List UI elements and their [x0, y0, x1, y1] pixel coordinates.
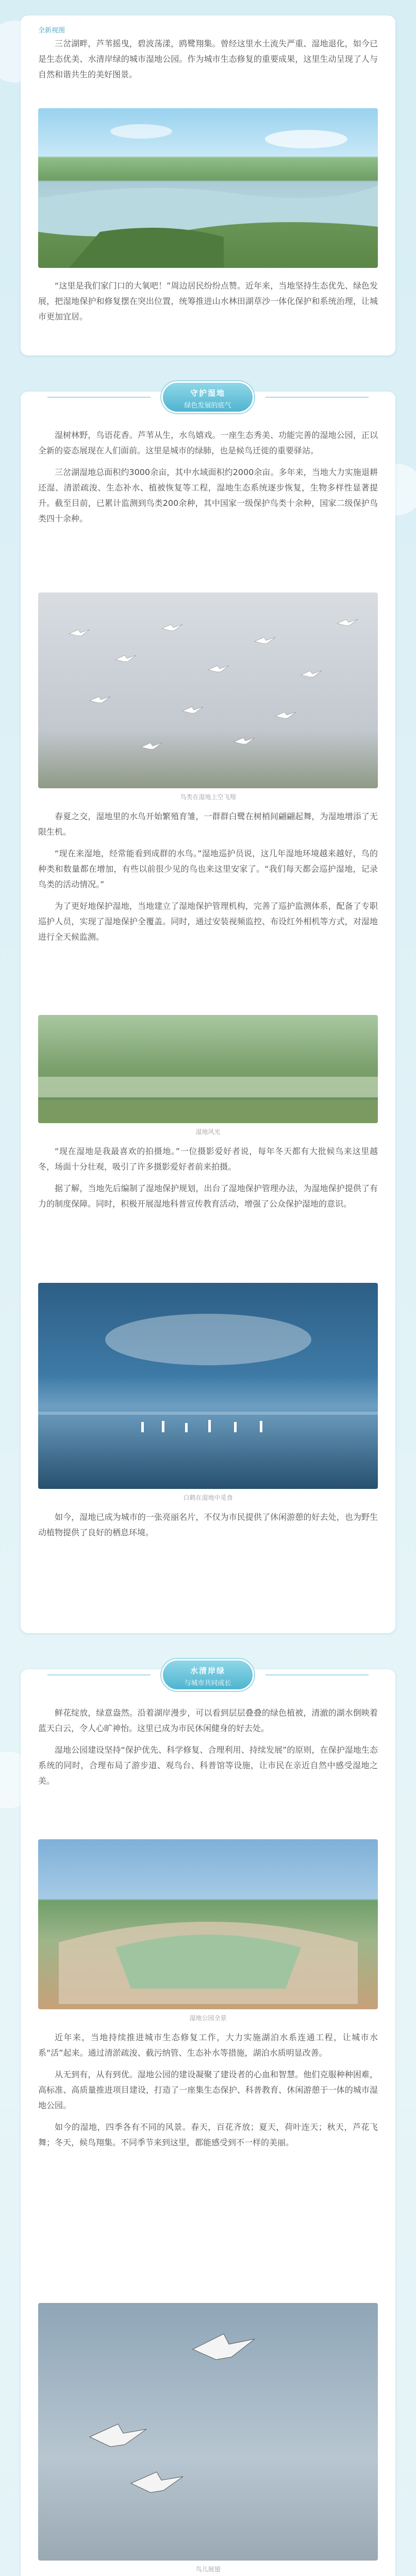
section-2-photo-birds [38, 2303, 378, 2561]
aerial-city-illustration [38, 1839, 378, 2009]
section-2-text-a [21, 1705, 395, 1789]
section-2-title: 水清岸绿 [190, 1666, 225, 1675]
section-1-badge [161, 381, 254, 413]
section-1-header [21, 381, 395, 413]
section-1-photo-2-caption: 湿地风光 [195, 1128, 221, 1136]
section-1-paragraph-2: 三岔湖湿地总面积约3000余亩，其中水域面积约2000余亩。多年来，当地大力实施退耕还湿、清淤疏浚、生态补水、植被恢复等工程，湿地生态系统逐步恢复，生物多样性显著提升。截至目前，已累计监测到鸟类200余种，其中国家一级保护鸟类十余种，国家二级保护鸟类四十余种。 [38, 467, 378, 523]
section-2-paragraph-5: 如今的湿地，四季各有不同的风景。春天，百花齐放；夏天，荷叶连天；秋天，芦花飞舞；冬天，候鸟翔集。不同季节来到这里，都能感受到不一样的美丽。 [38, 2122, 378, 2147]
intro-caption: 全新视图 [38, 27, 65, 35]
section-1-paragraph-6: “现在湿地是我最喜欢的拍摄地。”一位摄影爱好者说，每年冬天都有大批候鸟来这里越冬，场面十分壮观，吸引了许多摄影爱好者前来拍摄。 [38, 1146, 378, 1172]
section-2-paragraph-3: 近年来，当地持续推进城市生态修复工作，大力实施湖泊水系连通工程，让城市水系“活”起来。通过清淤疏浚、截污纳管、生态补水等措施，湖泊水质明显改善。 [38, 2032, 378, 2058]
section-1-text-b [21, 809, 395, 945]
intro-text [21, 36, 395, 82]
section-2-subtitle: 与城市共同成长 [184, 1680, 231, 1687]
section-2-paragraph-4: 从无到有，从有到优。湿地公园的建设凝聚了建设者的心血和智慧。他们克服种种困难，高标准、高质量推进项目建设，打造了一座集生态保护、科普教育、休闲游憩于一体的城市湿地公园。 [38, 2070, 378, 2110]
section-1-text-d [21, 1510, 395, 1540]
section-2-header [21, 1659, 395, 1691]
flying-birds-illustration [38, 592, 378, 788]
river-illustration [38, 108, 378, 268]
hero-photo [38, 108, 378, 268]
section-1-text-c [21, 1144, 395, 1212]
section-1-text-a [21, 428, 395, 527]
section-1-paragraph-5: 为了更好地保护湿地，当地建立了湿地保护管理机构，完善了巡护监测体系，配备了专职巡护人员，实现了湿地保护全覆盖。同时，通过安装视频监控、布设红外相机等方式，对湿地进行全天候监测。 [38, 901, 378, 942]
section-1-card [21, 388, 395, 1633]
section-1-subtitle: 绿色发展的底气 [184, 402, 231, 410]
intro-card [21, 15, 395, 355]
section-1-photo-3-caption: 白鹤在湿地中觅食 [183, 1494, 233, 1501]
wetland-illustration [38, 1015, 378, 1123]
section-2-photo-aerial [38, 1839, 378, 2009]
cranes-at-dusk-illustration [38, 1283, 378, 1489]
section-1-photo-cranes [38, 1283, 378, 1489]
intro-paragraph-2: “这里是我们家门口的大氧吧！”周边居民纷纷点赞。近年来，当地坚持生态优先、绿色发展，把湿地保护和修复摆在突出位置，统筹推进山水林田湖草沙一体化保护和系统治理，让城市更加宜居。 [38, 281, 378, 321]
section-1-paragraph-7: 据了解，当地先后编制了湿地保护规划，出台了湿地保护管理办法，为湿地保护提供了有力的制度保障。同时，积极开展湿地科普宣传教育活动，增强了公众保护湿地的意识。 [38, 1183, 378, 1209]
section-1-photo-wetland [38, 1015, 378, 1123]
section-1-title: 守护湿地 [190, 388, 225, 398]
section-2-photo-2-caption: 鸟儿展翅 [195, 2566, 221, 2573]
intro-text-2 [21, 278, 395, 325]
section-1-paragraph-3: 春夏之交，湿地里的水鸟开始繁殖育雏，一群群白鹭在树梢间翩翩起舞，为湿地增添了无限生机。 [38, 811, 378, 837]
section-2-photo-1-caption: 湿地公园全景 [189, 2014, 227, 2022]
section-2-badge [161, 1659, 254, 1691]
section-2-card [21, 1666, 395, 2576]
intro-paragraph-1: 三岔湖畔，芦苇摇曳，碧波荡漾，鸥鹭翔集。曾经这里水土流失严重、湿地退化，如今已是生态优美、水清岸绿的城市湿地公园。作为城市生态修复的重要成果，这里生动呈现了人与自然和谐共生的美好图景。 [38, 39, 378, 79]
egrets-in-flight-illustration [38, 2303, 378, 2561]
section-1-photo-birds [38, 592, 378, 788]
section-1-paragraph-1: 湿树林野，鸟语花香。芦苇从生，水鸟嬉戏。一座生态秀美、功能完善的湿地公园，正以全新的姿态展现在人们面前。这里是城市的绿肺，也是候鸟迁徙的重要驿站。 [38, 430, 378, 455]
section-2-text-b [21, 2030, 395, 2150]
section-2-paragraph-2: 湿地公园建设坚持“保护优先、科学修复、合理利用、持续发展”的原则，在保护湿地生态系统的同时，合理布局了游步道、观鸟台、科普馆等设施，让市民在亲近自然中感受湿地之美。 [38, 1745, 378, 1786]
section-1-paragraph-4: “现在来湿地，经常能看到成群的水鸟。”湿地巡护员说，这几年湿地环境越来越好，鸟的种类和数量都在增加，有些以前很少见的鸟也来这里安家了。“我们每天都会巡护湿地，记录鸟类的活动情况。” [38, 849, 378, 889]
section-1-photo-1-caption: 鸟类在湿地上空飞翔 [180, 793, 236, 801]
section-2-paragraph-1: 鲜花绽放，绿意盎然。沿着湖岸漫步，可以看到层层叠叠的绿色植被，清澈的湖水倒映着蓝天白云，令人心旷神怡。这里已成为市民休闲健身的好去处。 [38, 1708, 378, 1733]
section-1-paragraph-8: 如今，湿地已成为城市的一张亮丽名片，不仅为市民提供了休闲游憩的好去处，也为野生动植物提供了良好的栖息环境。 [38, 1512, 378, 1537]
